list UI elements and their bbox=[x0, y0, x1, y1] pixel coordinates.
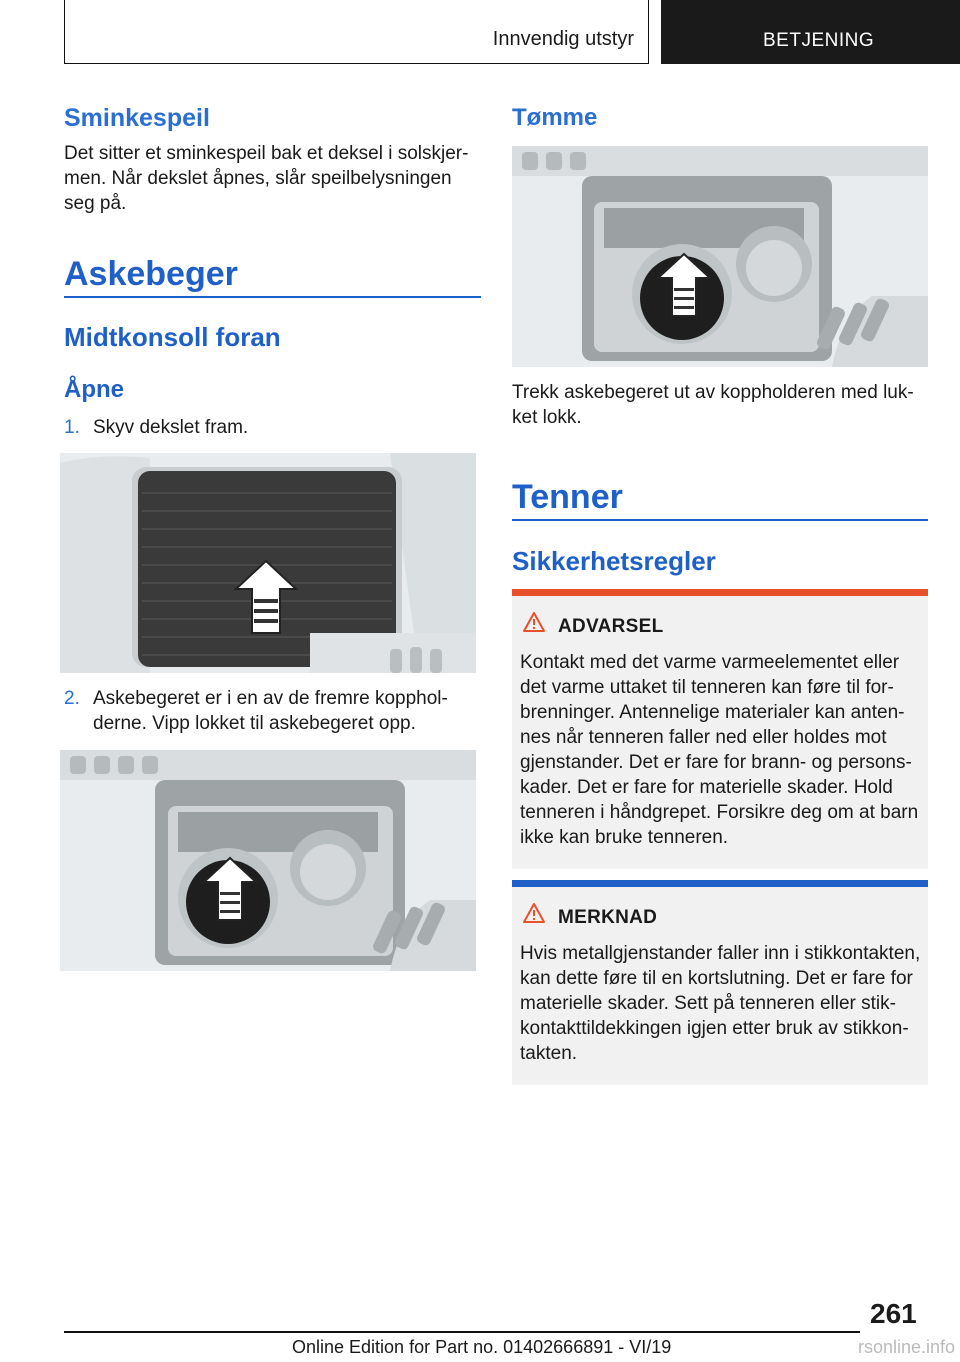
step-text: Askebegeret er i en av de fremre kopphol- bbox=[93, 688, 448, 709]
watermark-text: rsonline.info bbox=[858, 1337, 956, 1357]
askebeger-heading: Askebeger bbox=[64, 255, 238, 293]
sikkerhetsregler-heading: Sikkerhetsregler bbox=[512, 546, 716, 576]
notice-box bbox=[512, 880, 928, 1085]
sminkespeil-heading: Sminkespeil bbox=[64, 104, 210, 132]
text-line: brenninger. Antennelige materialer kan anten- bbox=[520, 702, 905, 723]
notice-text bbox=[520, 941, 925, 1066]
text-line: Det sitter et sminkespeil bak et deksel i solskjer- bbox=[64, 143, 469, 164]
chapter-label: BETJENING bbox=[763, 30, 875, 51]
step-1 bbox=[64, 415, 484, 440]
step-text: Skyv dekslet fram. bbox=[93, 417, 249, 438]
text-line: det varme uttaket til tenneren kan føre til for- bbox=[520, 677, 894, 698]
text-line: gjenstander. Det er fare for brann- og persons- bbox=[520, 752, 912, 773]
ashtray-cover-image bbox=[60, 453, 476, 673]
text-line: kan dette føre til en kortslutning. Det er fare for bbox=[520, 968, 913, 989]
text-line: nes når tenneren faller ned eller holdes mot bbox=[520, 727, 887, 748]
notice-color-bar bbox=[512, 880, 928, 887]
console-cover-illustration bbox=[60, 453, 476, 673]
text-line: Hvis metallgjenstander faller inn i stikkontakten, bbox=[520, 943, 921, 964]
text-line: materielle skader. Sett på tenneren eller stik- bbox=[520, 993, 896, 1014]
text-line: ikke kan bruke tenneren. bbox=[520, 827, 729, 848]
warning-text bbox=[520, 650, 925, 850]
apne-heading: Åpne bbox=[64, 376, 124, 403]
footer-rule bbox=[64, 1331, 860, 1333]
text-line: kontakttildekkingen igjen etter bruk av stikkon- bbox=[520, 1018, 909, 1039]
text-line: men. Når dekslet åpnes, slår speilbelysningen bbox=[64, 168, 452, 189]
cupholder-ashtray-illustration bbox=[60, 750, 476, 971]
page-number: 261 bbox=[870, 1298, 917, 1329]
warning-triangle-icon bbox=[522, 902, 546, 924]
text-line: ket lokk. bbox=[512, 407, 582, 428]
warning-triangle-icon bbox=[522, 611, 546, 633]
step-number: 2. bbox=[64, 688, 80, 709]
cupholder-ashtray-illustration bbox=[512, 146, 928, 367]
text-line: kader. Det er fare for materielle skader. Hold bbox=[520, 777, 893, 798]
tomme-paragraph bbox=[512, 380, 932, 430]
notice-title: MERKNAD bbox=[558, 907, 658, 928]
text-line: Trekk askebegeret ut av koppholderen med luk- bbox=[512, 382, 914, 403]
warning-title: ADVARSEL bbox=[558, 616, 664, 637]
ashtray-remove-image bbox=[512, 146, 928, 367]
ashtray-open-image bbox=[60, 750, 476, 971]
tenner-heading: Tenner bbox=[512, 478, 623, 516]
step-number: 1. bbox=[64, 417, 80, 438]
header-section-tab bbox=[64, 0, 649, 64]
step-text: derne. Vipp lokket til askebegeret opp. bbox=[93, 713, 416, 734]
text-line: seg på. bbox=[64, 193, 127, 214]
section-label: Innvendig utstyr bbox=[492, 28, 634, 50]
step-2 bbox=[64, 686, 484, 736]
text-line: Kontakt med det varme varmeelementet eller bbox=[520, 652, 900, 673]
header-chapter-tab bbox=[661, 0, 960, 64]
tomme-heading: Tømme bbox=[512, 104, 598, 131]
text-line: takten. bbox=[520, 1043, 578, 1064]
midtkonsoll-heading: Midtkonsoll foran bbox=[64, 322, 281, 352]
text-line: tenneren i håndgrepet. Forsikre deg om at barn bbox=[520, 802, 919, 823]
heading-rule bbox=[512, 519, 928, 521]
sminkespeil-paragraph bbox=[64, 141, 484, 216]
warning-box bbox=[512, 589, 928, 869]
heading-rule bbox=[64, 296, 481, 298]
edition-text: Online Edition for Part no. 01402666891 - VI/19 bbox=[292, 1337, 672, 1357]
warning-color-bar bbox=[512, 589, 928, 596]
